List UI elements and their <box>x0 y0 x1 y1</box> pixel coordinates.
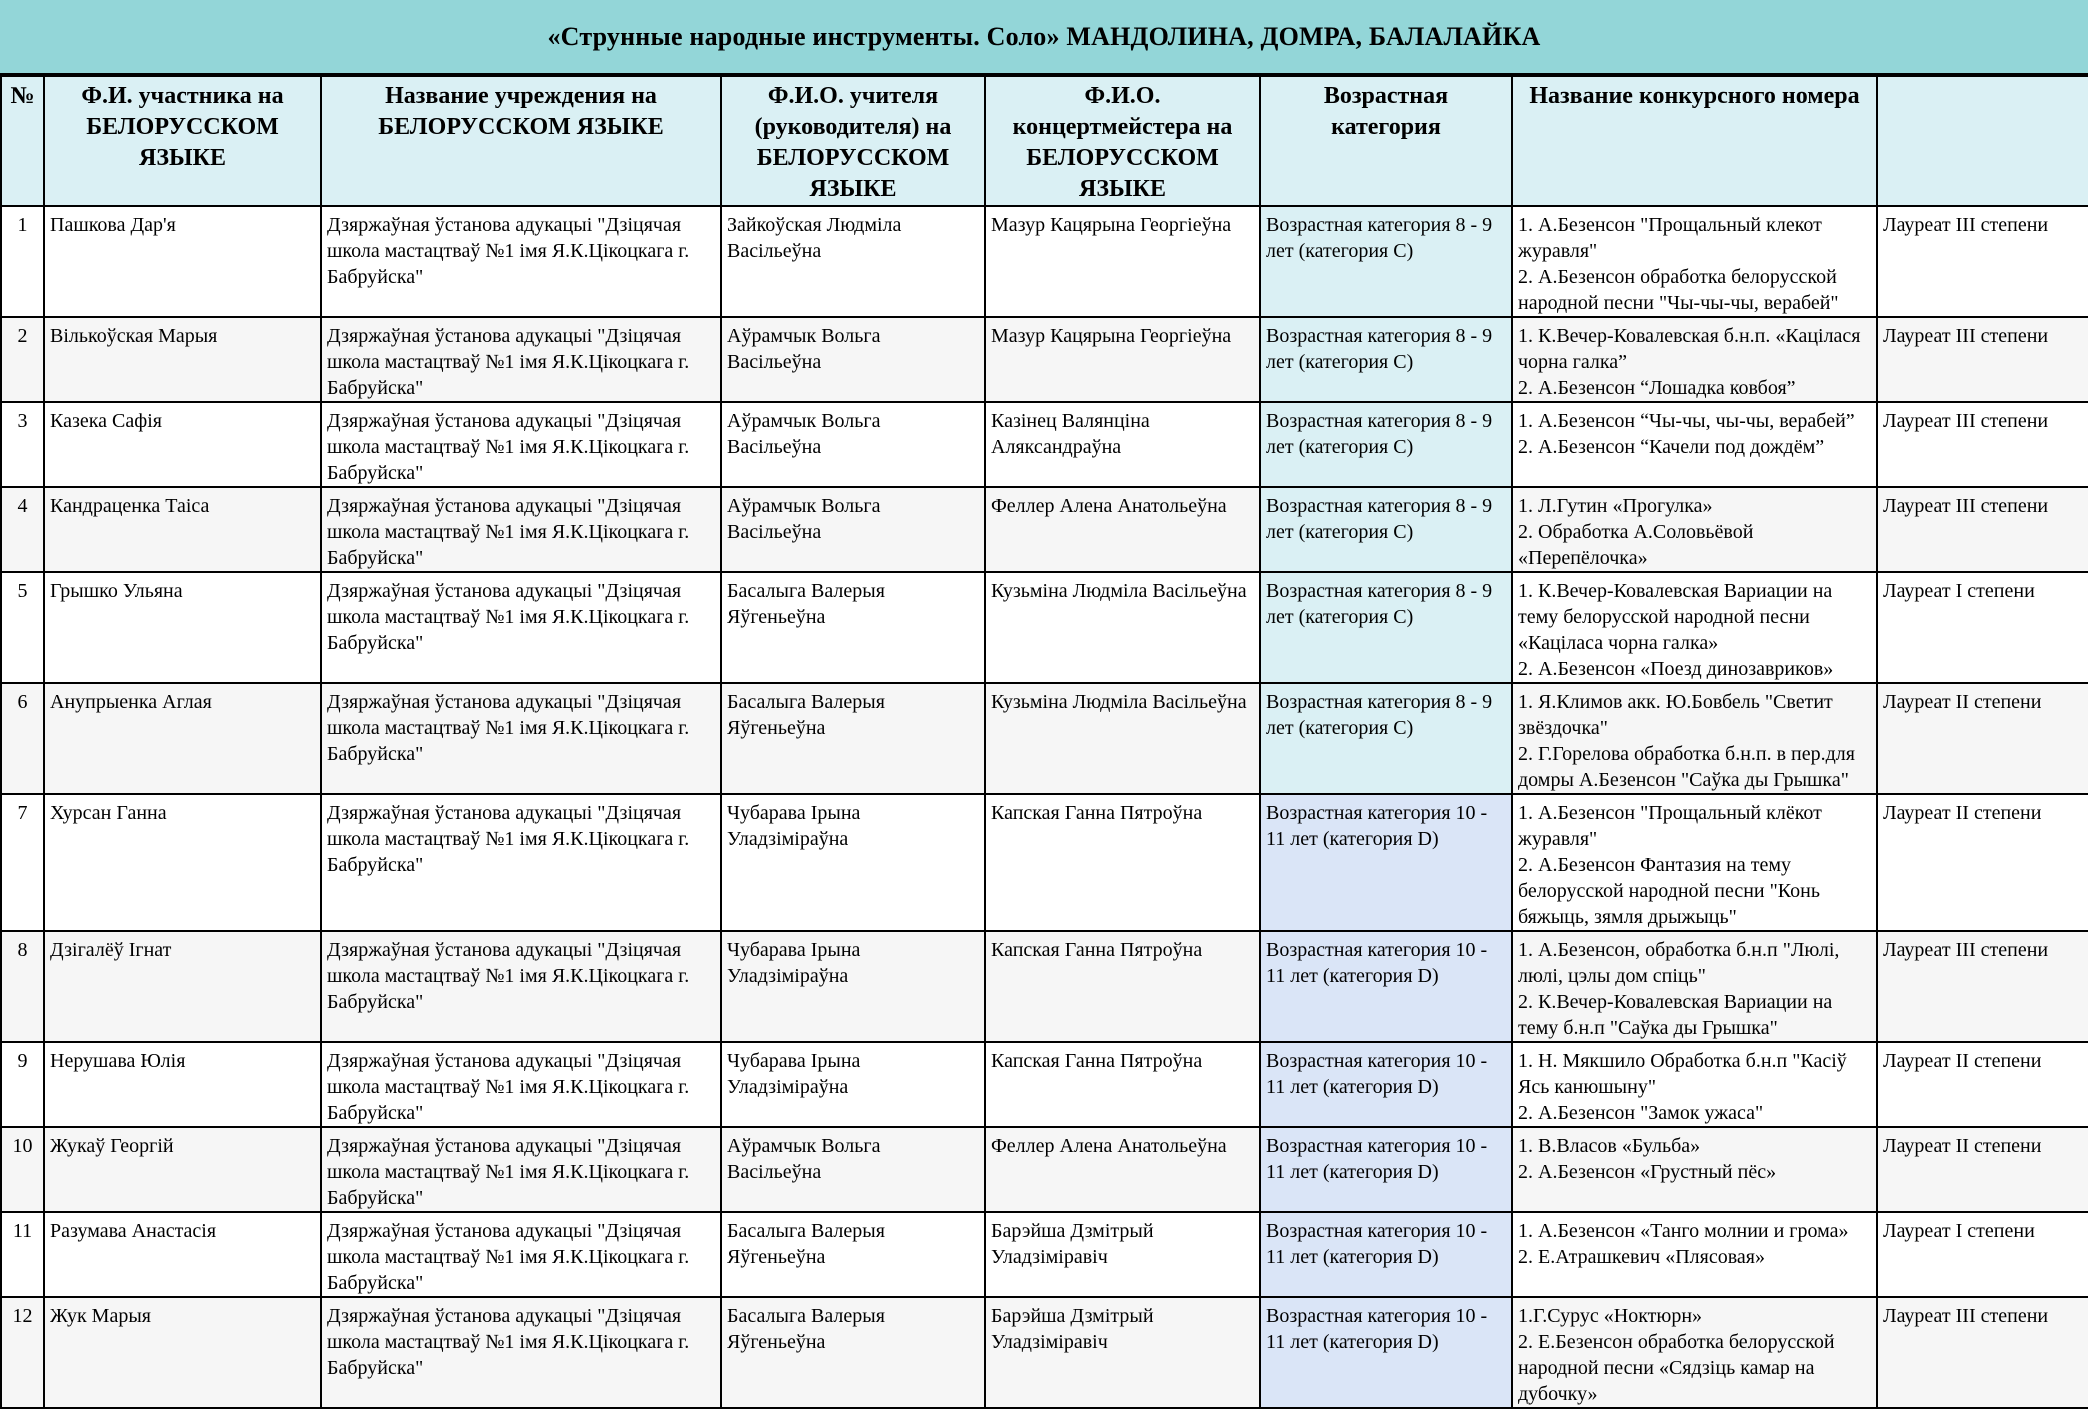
cell-repertoire <box>1512 683 1877 794</box>
repertoire-item: 2. А.Безенсон «Грустный пёс» <box>1518 1161 1777 1183</box>
table-row <box>1 1212 2088 1297</box>
header-repertoire: Название конкурсного номера <box>1512 76 1877 206</box>
cell-result: Лауреат III степени <box>1877 402 2088 487</box>
cell-result: Лауреат III степени <box>1877 317 2088 402</box>
repertoire-item: 1. В.Власов «Бульба» <box>1518 1135 1701 1157</box>
cell-number: 1 <box>1 206 44 317</box>
table-row <box>1 794 2088 931</box>
cell-participant: Анупрыенка Аглая <box>44 683 321 794</box>
cell-accompanist: Феллер Алена Анатольеўна <box>985 487 1260 572</box>
cell-institution: Дзяржаўная ўстанова адукацыі "Дзіцячая школа мастацтваў №1 імя Я.К.Цікоцкага г. Бабруйска" <box>321 1042 721 1127</box>
results-table <box>0 75 2088 1409</box>
repertoire-item: 1. К.Вечер-Ковалевская Вариации на тему белорусской народной песни «Каціласа чорна галка» <box>1518 580 1833 654</box>
cell-result: Лауреат II степени <box>1877 794 2088 931</box>
repertoire-item: 2. А.Безенсон Фантазия на тему белорусской народной песни "Конь бяжыць, зямля дрыжыць" <box>1518 854 1820 928</box>
cell-accompanist: Барэйша Дзмітрый Уладзіміравіч <box>985 1212 1260 1297</box>
cell-institution: Дзяржаўная ўстанова адукацыі "Дзіцячая школа мастацтваў №1 імя Я.К.Цікоцкага г. Бабруйска" <box>321 683 721 794</box>
cell-participant: Жукаў Георгій <box>44 1127 321 1212</box>
cell-age-category: Возрастная категория 10 - 11 лет (категория D) <box>1260 1212 1512 1297</box>
cell-repertoire <box>1512 794 1877 931</box>
cell-participant: Казека Сафія <box>44 402 321 487</box>
cell-result: Лауреат III степени <box>1877 1297 2088 1408</box>
repertoire-item: 2. Обработка А.Соловьёвой «Перепёлочка» <box>1518 521 1754 569</box>
cell-teacher: Чубарава Ірына Уладзіміраўна <box>721 931 985 1042</box>
repertoire-item: 1. Л.Гутин «Прогулка» <box>1518 495 1713 517</box>
cell-institution: Дзяржаўная ўстанова адукацыі "Дзіцячая школа мастацтваў №1 імя Я.К.Цікоцкага г. Бабруйска" <box>321 794 721 931</box>
cell-age-category: Возрастная категория 8 - 9 лет (категория С) <box>1260 317 1512 402</box>
table-row <box>1 1127 2088 1212</box>
repertoire-item: 2. Е.Безенсон обработка белорусской народной песни «Сядзіць камар на дубочку» <box>1518 1331 1835 1405</box>
table-row <box>1 931 2088 1042</box>
cell-number: 5 <box>1 572 44 683</box>
cell-institution: Дзяржаўная ўстанова адукацыі "Дзіцячая школа мастацтваў №1 імя Я.К.Цікоцкага г. Бабруйска" <box>321 206 721 317</box>
cell-accompanist: Мазур Кацярына Георгіеўна <box>985 206 1260 317</box>
repertoire-item: 1. Я.Климов акк. Ю.Бовбель "Светит звёздочка" <box>1518 691 1833 739</box>
cell-participant: Пашкова Дар'я <box>44 206 321 317</box>
cell-result: Лауреат III степени <box>1877 487 2088 572</box>
table-row <box>1 402 2088 487</box>
table-row <box>1 206 2088 317</box>
cell-institution: Дзяржаўная ўстанова адукацыі "Дзіцячая школа мастацтваў №1 імя Я.К.Цікоцкага г. Бабруйска" <box>321 1297 721 1408</box>
header-age-category: Возрастная категория <box>1260 76 1512 206</box>
cell-teacher: Аўрамчык Вольга Васільеўна <box>721 402 985 487</box>
cell-teacher: Басалыга Валерыя Яўгеньеўна <box>721 572 985 683</box>
repertoire-item: 1. А.Безенсон «Танго молнии и грома» <box>1518 1220 1849 1242</box>
cell-repertoire <box>1512 1212 1877 1297</box>
cell-result: Лауреат II степени <box>1877 1127 2088 1212</box>
cell-teacher: Чубарава Ірына Уладзіміраўна <box>721 1042 985 1127</box>
cell-participant: Нерушава Юлія <box>44 1042 321 1127</box>
repertoire-item: 2. К.Вечер-Ковалевская Вариации на тему б.н.п "Саўка ды Грышка" <box>1518 991 1833 1039</box>
cell-participant: Жук Марыя <box>44 1297 321 1408</box>
cell-institution: Дзяржаўная ўстанова адукацыі "Дзіцячая школа мастацтваў №1 імя Я.К.Цікоцкага г. Бабруйска" <box>321 1212 721 1297</box>
table-row <box>1 487 2088 572</box>
cell-repertoire <box>1512 1297 1877 1408</box>
table-row <box>1 683 2088 794</box>
cell-age-category: Возрастная категория 10 - 11 лет (категория D) <box>1260 931 1512 1042</box>
cell-repertoire <box>1512 931 1877 1042</box>
cell-age-category: Возрастная категория 8 - 9 лет (категория С) <box>1260 683 1512 794</box>
repertoire-item: 2. А.Безенсон “Качели под дождём” <box>1518 436 1825 458</box>
table-row <box>1 1042 2088 1127</box>
repertoire-item: 1. А.Безенсон, обработка б.н.п "Люлі, люлі, цэлы дом спіць" <box>1518 939 1840 987</box>
repertoire-item: 2. Г.Горелова обработка б.н.п. в пер.для домры А.Безенсон "Саўка ды Грышка" <box>1518 743 1855 791</box>
cell-teacher: Зайкоўская Людміла Васільеўна <box>721 206 985 317</box>
cell-teacher: Аўрамчык Вольга Васільеўна <box>721 317 985 402</box>
cell-teacher: Басалыга Валерыя Яўгеньеўна <box>721 1297 985 1408</box>
cell-number: 8 <box>1 931 44 1042</box>
cell-accompanist: Казінец Валянціна Аляксандраўна <box>985 402 1260 487</box>
repertoire-item: 2. А.Безенсон "Замок ужаса" <box>1518 1102 1764 1124</box>
repertoire-item: 2. А.Безенсон “Лошадка ковбоя” <box>1518 377 1796 399</box>
cell-participant: Грышко Ульяна <box>44 572 321 683</box>
cell-institution: Дзяржаўная ўстанова адукацыі "Дзіцячая школа мастацтваў №1 імя Я.К.Цікоцкага г. Бабруйска" <box>321 931 721 1042</box>
cell-institution: Дзяржаўная ўстанова адукацыі "Дзіцячая школа мастацтваў №1 імя Я.К.Цікоцкага г. Бабруйска" <box>321 487 721 572</box>
cell-accompanist: Феллер Алена Анатольеўна <box>985 1127 1260 1212</box>
repertoire-item: 1. Н. Мякшило Обработка б.н.п "Касіў Ясь канюшыну" <box>1518 1050 1847 1098</box>
cell-number: 11 <box>1 1212 44 1297</box>
cell-teacher: Чубарава Ірына Уладзіміраўна <box>721 794 985 931</box>
cell-participant: Разумава Анастасія <box>44 1212 321 1297</box>
cell-participant: Дзігалёў Ігнат <box>44 931 321 1042</box>
cell-number: 3 <box>1 402 44 487</box>
cell-accompanist: Барэйша Дзмітрый Уладзіміравіч <box>985 1297 1260 1408</box>
header-result <box>1877 76 2088 206</box>
cell-age-category: Возрастная категория 10 - 11 лет (категория D) <box>1260 794 1512 931</box>
cell-participant: Хурсан Ганна <box>44 794 321 931</box>
cell-number: 6 <box>1 683 44 794</box>
header-row <box>1 76 2088 206</box>
cell-participant: Кандраценка Таіса <box>44 487 321 572</box>
cell-institution: Дзяржаўная ўстанова адукацыі "Дзіцячая школа мастацтваў №1 імя Я.К.Цікоцкага г. Бабруйска" <box>321 572 721 683</box>
cell-institution: Дзяржаўная ўстанова адукацыі "Дзіцячая школа мастацтваў №1 імя Я.К.Цікоцкага г. Бабруйска" <box>321 317 721 402</box>
repertoire-item: 1. А.Безенсон "Прощальный клёкот журавля" <box>1518 802 1822 850</box>
header-institution: Название учреждения на БЕЛОРУССКОМ ЯЗЫКЕ <box>321 76 721 206</box>
repertoire-item: 2. Е.Атрашкевич «Плясовая» <box>1518 1246 1765 1268</box>
cell-teacher: Аўрамчык Вольга Васільеўна <box>721 487 985 572</box>
cell-accompanist: Капская Ганна Пятроўна <box>985 794 1260 931</box>
cell-result: Лауреат III степени <box>1877 931 2088 1042</box>
header-teacher: Ф.И.О. учителя (руководителя) на БЕЛОРУССКОМ ЯЗЫКЕ <box>721 76 985 206</box>
cell-number: 4 <box>1 487 44 572</box>
cell-result: Лауреат I степени <box>1877 1212 2088 1297</box>
cell-accompanist: Капская Ганна Пятроўна <box>985 931 1260 1042</box>
cell-result: Лауреат II степени <box>1877 683 2088 794</box>
table-row <box>1 572 2088 683</box>
cell-accompanist: Кузьміна Людміла Васільеўна <box>985 683 1260 794</box>
repertoire-item: 1. А.Безенсон "Прощальный клекот журавля" <box>1518 214 1822 262</box>
cell-accompanist: Мазур Кацярына Георгіеўна <box>985 317 1260 402</box>
cell-age-category: Возрастная категория 8 - 9 лет (категория С) <box>1260 402 1512 487</box>
cell-repertoire <box>1512 487 1877 572</box>
cell-repertoire <box>1512 402 1877 487</box>
cell-age-category: Возрастная категория 10 - 11 лет (категория D) <box>1260 1297 1512 1408</box>
cell-age-category: Возрастная категория 8 - 9 лет (категория С) <box>1260 572 1512 683</box>
cell-accompanist: Капская Ганна Пятроўна <box>985 1042 1260 1127</box>
cell-age-category: Возрастная категория 8 - 9 лет (категория С) <box>1260 206 1512 317</box>
table-row <box>1 1297 2088 1408</box>
cell-result: Лауреат II степени <box>1877 1042 2088 1127</box>
cell-teacher: Аўрамчык Вольга Васільеўна <box>721 1127 985 1212</box>
cell-participant: Вількоўская Марыя <box>44 317 321 402</box>
cell-number: 10 <box>1 1127 44 1212</box>
header-accompanist: Ф.И.О. концертмейстера на БЕЛОРУССКОМ ЯЗЫКЕ <box>985 76 1260 206</box>
table-body <box>1 206 2088 1408</box>
cell-number: 12 <box>1 1297 44 1408</box>
cell-institution: Дзяржаўная ўстанова адукацыі "Дзіцячая школа мастацтваў №1 імя Я.К.Цікоцкага г. Бабруйска" <box>321 1127 721 1212</box>
cell-age-category: Возрастная категория 10 - 11 лет (категория D) <box>1260 1042 1512 1127</box>
cell-teacher: Басалыга Валерыя Яўгеньеўна <box>721 683 985 794</box>
cell-result: Лауреат III степени <box>1877 206 2088 317</box>
cell-repertoire <box>1512 206 1877 317</box>
header-number: № <box>1 76 44 206</box>
table-row <box>1 317 2088 402</box>
cell-age-category: Возрастная категория 10 - 11 лет (категория D) <box>1260 1127 1512 1212</box>
cell-result: Лауреат I степени <box>1877 572 2088 683</box>
cell-repertoire <box>1512 1042 1877 1127</box>
repertoire-item: 1.Г.Сурус «Ноктюрн» <box>1518 1305 1703 1327</box>
sheet-title: «Струнные народные инструменты. Соло» МАНДОЛИНА, ДОМРА, БАЛАЛАЙКА <box>0 0 2088 75</box>
cell-repertoire <box>1512 317 1877 402</box>
repertoire-item: 2. А.Безенсон «Поезд динозавриков» <box>1518 658 1834 680</box>
cell-accompanist: Кузьміна Людміла Васільеўна <box>985 572 1260 683</box>
cell-institution: Дзяржаўная ўстанова адукацыі "Дзіцячая школа мастацтваў №1 імя Я.К.Цікоцкага г. Бабруйска" <box>321 402 721 487</box>
repertoire-item: 2. А.Безенсон обработка белорусской народной песни "Чы-чы-чы, верабей" <box>1518 266 1839 314</box>
cell-number: 9 <box>1 1042 44 1127</box>
repertoire-item: 1. А.Безенсон “Чы-чы, чы-чы, верабей” <box>1518 410 1855 432</box>
repertoire-item: 1. К.Вечер-Ковалевская б.н.п. «Кацілася чорна галка” <box>1518 325 1861 373</box>
cell-repertoire <box>1512 572 1877 683</box>
cell-age-category: Возрастная категория 8 - 9 лет (категория С) <box>1260 487 1512 572</box>
header-participant: Ф.И. участника на БЕЛОРУССКОМ ЯЗЫКЕ <box>44 76 321 206</box>
cell-teacher: Басалыга Валерыя Яўгеньеўна <box>721 1212 985 1297</box>
cell-repertoire <box>1512 1127 1877 1212</box>
cell-number: 7 <box>1 794 44 931</box>
cell-number: 2 <box>1 317 44 402</box>
